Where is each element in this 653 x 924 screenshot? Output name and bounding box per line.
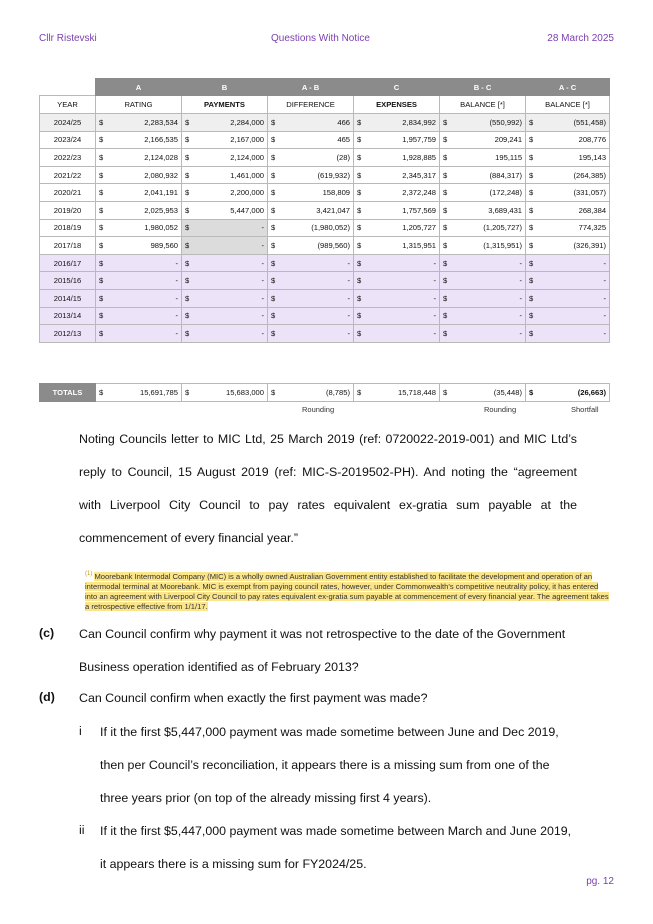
currency-cell: $: [526, 254, 538, 272]
amount-cell: 195,143: [538, 149, 610, 167]
table-row: [40, 254, 610, 272]
currency-cell: $: [354, 131, 366, 149]
amount-cell: -: [538, 254, 610, 272]
amount-cell: (172,248): [452, 184, 526, 202]
amount-cell: -: [366, 325, 440, 343]
amount-cell: (884,317): [452, 166, 526, 184]
currency-cell: $: [268, 184, 280, 202]
table-row: [40, 149, 610, 167]
currency-cell: $: [96, 272, 108, 290]
currency-cell: $: [354, 254, 366, 272]
currency-cell: $: [440, 219, 452, 237]
amount-cell: 268,384: [538, 201, 610, 219]
currency-cell: $: [526, 272, 538, 290]
col-letter: A - C: [526, 79, 610, 96]
amount-cell: 2,041,191: [108, 184, 182, 202]
amount-cell: 2,025,953: [108, 201, 182, 219]
note-rounding-diff: Rounding: [302, 405, 335, 414]
amount-cell: -: [280, 254, 354, 272]
sub-i-line2: then per Council’s reconciliation, it appears there is a missing sum from one of the: [100, 758, 550, 772]
amount-cell: -: [366, 289, 440, 307]
year-cell: 2020/21: [40, 184, 96, 202]
currency-cell: $: [268, 149, 280, 167]
currency-cell: $: [440, 289, 452, 307]
amount-cell: 195,115: [452, 149, 526, 167]
amount-cell: -: [538, 325, 610, 343]
year-cell: 2013/14: [40, 307, 96, 325]
year-cell: 2016/17: [40, 254, 96, 272]
table-row: [40, 272, 610, 290]
totals-label: TOTALS: [40, 384, 96, 402]
currency-cell: $: [440, 149, 452, 167]
table-row: [40, 325, 610, 343]
currency-cell: $: [440, 201, 452, 219]
footnote: [85, 569, 610, 612]
amount-cell: 774,325: [538, 219, 610, 237]
currency-cell: $: [354, 289, 366, 307]
currency-cell: $: [526, 201, 538, 219]
amount-cell: (550,992): [452, 114, 526, 132]
currency-cell: $: [268, 254, 280, 272]
currency-cell: $: [96, 325, 108, 343]
currency-cell: $: [440, 166, 452, 184]
total-amount-cell: (8,785): [280, 384, 354, 402]
currency-cell: $: [268, 289, 280, 307]
year-cell: 2019/20: [40, 201, 96, 219]
currency-cell: $: [268, 272, 280, 290]
question-d-mark: (d): [39, 690, 55, 704]
col-name: EXPENSES: [354, 96, 440, 114]
currency-cell: $: [354, 307, 366, 325]
amount-cell: -: [452, 325, 526, 343]
question-d-line: Can Council confirm when exactly the first payment was made?: [79, 691, 428, 705]
totals-row: [40, 384, 610, 402]
question-c-line2: Business operation identified as of February 2013?: [79, 660, 359, 674]
currency-cell: $: [526, 114, 538, 132]
amount-cell: -: [194, 237, 268, 255]
total-amount-cell: 15,683,000: [194, 384, 268, 402]
amount-cell: (619,932): [280, 166, 354, 184]
currency-cell: $: [440, 131, 452, 149]
currency-cell: $: [96, 237, 108, 255]
blank-cell: [40, 79, 96, 96]
currency-cell: $: [96, 201, 108, 219]
paragraph-noting: [79, 423, 577, 555]
year-cell: 2017/18: [40, 237, 96, 255]
currency-cell: $: [526, 131, 538, 149]
table-row: [40, 219, 610, 237]
amount-cell: 1,928,885: [366, 149, 440, 167]
amount-cell: -: [366, 307, 440, 325]
amount-cell: 2,124,028: [108, 149, 182, 167]
currency-cell: $: [526, 184, 538, 202]
amount-cell: -: [452, 289, 526, 307]
amount-cell: -: [538, 289, 610, 307]
currency-cell: $: [182, 114, 194, 132]
currency-cell: $: [440, 184, 452, 202]
col-letter: A: [96, 79, 182, 96]
currency-cell: $: [268, 237, 280, 255]
amount-cell: -: [538, 307, 610, 325]
col-name: PAYMENTS: [182, 96, 268, 114]
amount-cell: (551,458): [538, 114, 610, 132]
amount-cell: (28): [280, 149, 354, 167]
currency-cell: $: [354, 149, 366, 167]
currency-cell: $: [268, 166, 280, 184]
amount-cell: 2,834,992: [366, 114, 440, 132]
amount-cell: -: [280, 325, 354, 343]
currency-cell: $: [354, 166, 366, 184]
amount-cell: 2,124,000: [194, 149, 268, 167]
year-cell: 2024/25: [40, 114, 96, 132]
amount-cell: 208,776: [538, 131, 610, 149]
currency-cell: $: [182, 289, 194, 307]
amount-cell: 1,461,000: [194, 166, 268, 184]
amount-cell: -: [194, 219, 268, 237]
amount-cell: -: [280, 307, 354, 325]
col-name: BALANCE [*]: [440, 96, 526, 114]
amount-cell: -: [108, 272, 182, 290]
col-name: DIFFERENCE: [268, 96, 354, 114]
amount-cell: -: [108, 254, 182, 272]
currency-cell: $: [182, 131, 194, 149]
amount-cell: -: [108, 325, 182, 343]
amount-cell: (331,057): [538, 184, 610, 202]
currency-cell: $: [182, 384, 194, 402]
currency-cell: $: [526, 237, 538, 255]
table-row: [40, 201, 610, 219]
amount-cell: -: [194, 325, 268, 343]
currency-cell: $: [440, 237, 452, 255]
currency-cell: $: [268, 201, 280, 219]
currency-cell: $: [440, 254, 452, 272]
para-line: commencement of every financial year.”: [79, 531, 298, 545]
amount-cell: 2,166,535: [108, 131, 182, 149]
currency-cell: $: [354, 219, 366, 237]
amount-cell: 2,167,000: [194, 131, 268, 149]
amount-cell: 2,345,317: [366, 166, 440, 184]
amount-cell: -: [194, 254, 268, 272]
currency-cell: $: [526, 149, 538, 167]
amount-cell: (1,980,052): [280, 219, 354, 237]
currency-cell: $: [354, 272, 366, 290]
year-cell: 2022/23: [40, 149, 96, 167]
year-cell: 2012/13: [40, 325, 96, 343]
year-cell: 2021/22: [40, 166, 96, 184]
currency-cell: $: [182, 184, 194, 202]
currency-cell: $: [354, 384, 366, 402]
amount-cell: -: [280, 272, 354, 290]
currency-cell: $: [182, 237, 194, 255]
amount-cell: -: [108, 307, 182, 325]
amount-cell: 5,447,000: [194, 201, 268, 219]
col-name: RATING: [96, 96, 182, 114]
currency-cell: $: [96, 219, 108, 237]
total-amount-cell: (35,448): [452, 384, 526, 402]
currency-cell: $: [440, 307, 452, 325]
currency-cell: $: [354, 201, 366, 219]
amount-cell: -: [194, 272, 268, 290]
question-c-mark: (c): [39, 626, 55, 640]
currency-cell: $: [96, 131, 108, 149]
totals-table: [39, 383, 610, 402]
currency-cell: $: [268, 219, 280, 237]
currency-cell: $: [440, 272, 452, 290]
header-author: Cllr Ristevski: [39, 33, 97, 44]
total-amount-cell: 15,691,785: [108, 384, 182, 402]
header-date: 28 March 2025: [547, 33, 614, 44]
currency-cell: $: [268, 325, 280, 343]
currency-cell: $: [268, 307, 280, 325]
question-c-line1: Can Council confirm why payment it was not retrospective to the date of the Government: [79, 627, 566, 641]
currency-cell: $: [526, 307, 538, 325]
amount-cell: 989,560: [108, 237, 182, 255]
amount-cell: 1,315,951: [366, 237, 440, 255]
currency-cell: $: [96, 114, 108, 132]
amount-cell: 1,980,052: [108, 219, 182, 237]
table-row: [40, 114, 610, 132]
currency-cell: $: [354, 237, 366, 255]
col-letter: C: [354, 79, 440, 96]
para-line: Noting Councils letter to MIC Ltd, 25 March 2019 (ref: 0720022-2019-001) and MIC Ltd’s: [79, 432, 577, 446]
amount-cell: 2,200,000: [194, 184, 268, 202]
currency-cell: $: [182, 201, 194, 219]
sub-i-line3: three years prior (on top of the already missing first 4 years).: [100, 791, 432, 805]
note-shortfall: Shortfall: [571, 405, 599, 414]
amount-cell: (1,315,951): [452, 237, 526, 255]
col-letter: A - B: [268, 79, 354, 96]
amount-cell: 1,205,727: [366, 219, 440, 237]
amount-cell: -: [538, 272, 610, 290]
currency-cell: $: [182, 219, 194, 237]
currency-cell: $: [354, 114, 366, 132]
page-number: pg. 12: [586, 876, 614, 887]
amount-cell: -: [280, 289, 354, 307]
currency-cell: $: [96, 307, 108, 325]
amount-cell: 465: [280, 131, 354, 149]
currency-cell: $: [268, 131, 280, 149]
amount-cell: (264,385): [538, 166, 610, 184]
header-title: Questions With Notice: [271, 33, 370, 44]
amount-cell: 466: [280, 114, 354, 132]
table-row: [40, 131, 610, 149]
para-line: reply to Council, 15 August 2019 (ref: MIC-S-2019502-PH). And noting the “agreement: [79, 465, 577, 479]
currency-cell: $: [96, 166, 108, 184]
year-cell: 2014/15: [40, 289, 96, 307]
sub-ii-line1: If it the first $5,447,000 payment was made sometime between March and June 2019,: [100, 824, 572, 838]
sub-i-mark: i: [79, 724, 82, 738]
amount-cell: -: [194, 307, 268, 325]
currency-cell: $: [526, 325, 538, 343]
table-row: [40, 166, 610, 184]
currency-cell: $: [182, 325, 194, 343]
currency-cell: $: [96, 149, 108, 167]
currency-cell: $: [526, 289, 538, 307]
table-row: [40, 237, 610, 255]
sub-ii-mark: ii: [79, 823, 85, 837]
col-name: YEAR: [40, 96, 96, 114]
currency-cell: $: [96, 384, 108, 402]
amount-cell: -: [366, 254, 440, 272]
table-row: [40, 184, 610, 202]
footnote-text: Moorebank Intermodal Company (MIC) is a wholly owned Australian Government entity established to facilitate the development and operation of an intermodal terminal at Moorebank. MIC is exempt from paying council rates, however, under Commonwealth's competitive neutrality policy, it has entered into an agreement with Liverpool City Council to pay rates equivalent ex-gratia sum payable at commencement of every financial year. The agreement takes a retrospective effective from 1/1/17.: [85, 571, 609, 611]
currency-cell: $: [182, 272, 194, 290]
currency-cell: $: [182, 149, 194, 167]
amount-cell: -: [452, 254, 526, 272]
currency-cell: $: [96, 254, 108, 272]
amount-cell: -: [366, 272, 440, 290]
amount-cell: 1,757,569: [366, 201, 440, 219]
currency-cell: $: [440, 325, 452, 343]
amount-cell: 2,283,534: [108, 114, 182, 132]
rates-table: [39, 78, 610, 343]
table-row: [40, 307, 610, 325]
total-amount-cell: (26,663): [538, 384, 610, 402]
amount-cell: 2,080,932: [108, 166, 182, 184]
year-cell: 2015/16: [40, 272, 96, 290]
currency-cell: $: [268, 384, 280, 402]
currency-cell: $: [526, 166, 538, 184]
amount-cell: -: [452, 272, 526, 290]
currency-cell: $: [440, 114, 452, 132]
amount-cell: 2,284,000: [194, 114, 268, 132]
sub-i-line1: If it the first $5,447,000 payment was made sometime between June and Dec 2019,: [100, 725, 559, 739]
amount-cell: -: [452, 307, 526, 325]
amount-cell: 3,421,047: [280, 201, 354, 219]
total-amount-cell: 15,718,448: [366, 384, 440, 402]
amount-cell: -: [194, 289, 268, 307]
amount-cell: (326,391): [538, 237, 610, 255]
amount-cell: 158,809: [280, 184, 354, 202]
note-rounding-bc: Rounding: [484, 405, 517, 414]
currency-cell: $: [354, 184, 366, 202]
currency-cell: $: [526, 384, 538, 402]
currency-cell: $: [182, 307, 194, 325]
amount-cell: 1,957,759: [366, 131, 440, 149]
currency-cell: $: [96, 184, 108, 202]
amount-cell: (1,205,727): [452, 219, 526, 237]
col-name: BALANCE [*]: [526, 96, 610, 114]
sub-ii-line2: it appears there is a missing sum for FY2024/25.: [100, 857, 367, 871]
currency-cell: $: [440, 384, 452, 402]
currency-cell: $: [96, 289, 108, 307]
year-cell: 2018/19: [40, 219, 96, 237]
footnote-mark: (1): [85, 571, 93, 577]
currency-cell: $: [268, 114, 280, 132]
amount-cell: (989,560): [280, 237, 354, 255]
amount-cell: 2,372,248: [366, 184, 440, 202]
amount-cell: -: [108, 289, 182, 307]
amount-cell: 209,241: [452, 131, 526, 149]
currency-cell: $: [526, 219, 538, 237]
amount-cell: 3,689,431: [452, 201, 526, 219]
col-letter: B: [182, 79, 268, 96]
currency-cell: $: [182, 254, 194, 272]
currency-cell: $: [354, 325, 366, 343]
col-letter: B - C: [440, 79, 526, 96]
year-cell: 2023/24: [40, 131, 96, 149]
currency-cell: $: [182, 166, 194, 184]
table-row: [40, 289, 610, 307]
para-line: with Liverpool City Council to pay rates equivalent ex-gratia sum payable at the: [79, 498, 577, 512]
